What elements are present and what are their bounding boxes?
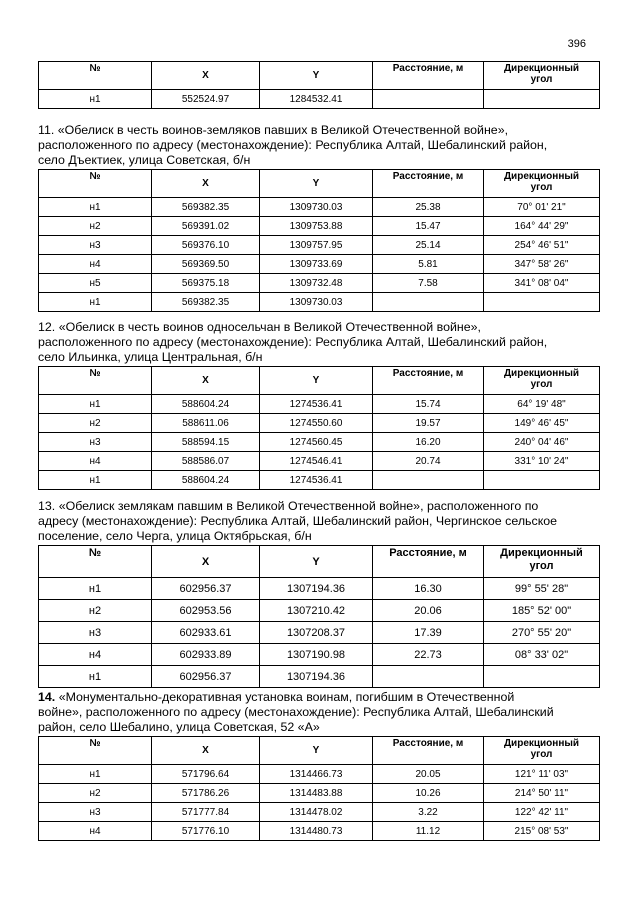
distance-cell: 25.14 [373, 236, 484, 255]
y-cell: 1314480.73 [260, 822, 373, 841]
angle-cell: 08° 33' 02" [484, 644, 600, 666]
table-header-row [39, 367, 600, 395]
angle-cell: 121° 11' 03" [484, 765, 600, 784]
y-cell: 1314478.02 [260, 803, 373, 822]
x-cell: 588604.24 [152, 471, 260, 490]
heading-line-2: расположенного по адресу (местонахождение): Республика Алтай, Шебалинский район, [38, 335, 548, 349]
distance-cell: 20.06 [373, 600, 484, 622]
angle-cell: 254° 46' 51" [484, 236, 600, 255]
table-row [39, 765, 600, 784]
table-row [39, 822, 600, 841]
header-direction-line-1: Дирекционный [503, 368, 580, 379]
table-row [39, 644, 600, 666]
header-direction-line-1: Дирекционный [503, 63, 580, 74]
point-cell: н1 [39, 765, 152, 784]
heading-line-2: адресу (местонахождение): Республика Алтай, Шебалинский район, Чергинское сельское [38, 514, 558, 528]
table-header-row [39, 546, 600, 578]
point-cell: н1 [39, 198, 152, 217]
section-heading [38, 123, 599, 168]
table-block-continuation [38, 60, 599, 109]
table-row [39, 452, 600, 471]
heading-line-2: расположенного по адресу (местонахождение): Республика Алтай, Шебалинский район, [38, 138, 548, 152]
header-x: X [152, 737, 260, 765]
angle-cell: 347° 58' 26" [484, 255, 600, 274]
distance-cell: 16.30 [373, 578, 484, 600]
coordinates-table [38, 169, 600, 312]
table-row [39, 274, 600, 293]
header-distance: Расстояние, м [373, 546, 484, 578]
x-cell: 571796.64 [152, 765, 260, 784]
section-14 [38, 690, 599, 841]
x-cell: 588586.07 [152, 452, 260, 471]
section-heading [38, 499, 599, 544]
header-number: № [39, 62, 152, 90]
table-row [39, 255, 600, 274]
angle-cell: 214° 50' 11" [484, 784, 600, 803]
x-cell: 569382.35 [152, 293, 260, 312]
angle-cell [484, 293, 600, 312]
table-row [39, 90, 600, 109]
angle-cell: 122° 42' 11" [484, 803, 600, 822]
table-row [39, 803, 600, 822]
distance-cell: 25.38 [373, 198, 484, 217]
header-x: X [152, 62, 260, 90]
table-row [39, 622, 600, 644]
y-cell: 1274550.60 [260, 414, 373, 433]
heading-line-3: район, село Шебалино, улица Советская, 52 «А» [38, 720, 320, 734]
distance-cell [373, 471, 484, 490]
y-cell: 1314466.73 [260, 765, 373, 784]
x-cell: 571776.10 [152, 822, 260, 841]
x-cell: 569391.02 [152, 217, 260, 236]
heading-line-3: село Ильинка, улица Центральная, б/н [38, 350, 263, 364]
y-cell: 1309730.03 [260, 198, 373, 217]
y-cell: 1309753.88 [260, 217, 373, 236]
distance-cell: 3.22 [373, 803, 484, 822]
header-x: X [152, 546, 260, 578]
heading-line-2: войне», расположенного по адресу (местонахождение): Республика Алтай, Шебалинский [38, 705, 554, 719]
section-heading [38, 320, 599, 365]
angle-cell: 215° 08' 53" [484, 822, 600, 841]
angle-cell [484, 90, 600, 109]
distance-cell: 10.26 [373, 784, 484, 803]
distance-cell: 20.05 [373, 765, 484, 784]
point-cell: н1 [39, 293, 152, 312]
header-direction-line-2: угол [530, 74, 553, 85]
point-cell: н3 [39, 236, 152, 255]
y-cell: 1309732.48 [260, 274, 373, 293]
point-cell: н3 [39, 433, 152, 452]
table-header-row [39, 170, 600, 198]
header-direction-line-1: Дирекционный [503, 171, 580, 182]
x-cell: 588611.06 [152, 414, 260, 433]
angle-cell: 99° 55' 28" [484, 578, 600, 600]
section-number: 14. [38, 690, 56, 704]
y-cell: 1309730.03 [260, 293, 373, 312]
header-direction-angle [484, 367, 600, 395]
distance-cell: 19.57 [373, 414, 484, 433]
table-row [39, 784, 600, 803]
x-cell: 588594.15 [152, 433, 260, 452]
header-direction-line-2: угол [530, 379, 553, 390]
point-cell: н3 [39, 622, 152, 644]
section-number: 11. [38, 123, 55, 137]
header-x: X [152, 367, 260, 395]
angle-cell: 270° 55' 20" [484, 622, 600, 644]
x-cell: 569376.10 [152, 236, 260, 255]
angle-cell: 341° 08' 04" [484, 274, 600, 293]
x-cell: 588604.24 [152, 395, 260, 414]
header-direction-line-2: угол [530, 749, 553, 760]
table-row [39, 578, 600, 600]
coordinates-table [38, 736, 600, 841]
x-cell: 602956.37 [152, 666, 260, 688]
point-cell: н1 [39, 395, 152, 414]
x-cell: 602933.89 [152, 644, 260, 666]
header-distance: Расстояние, м [373, 62, 484, 90]
table-row [39, 236, 600, 255]
section-11 [38, 123, 599, 312]
section-13 [38, 499, 599, 688]
point-cell: н4 [39, 452, 152, 471]
distance-cell [373, 90, 484, 109]
angle-cell [484, 471, 600, 490]
header-number: № [39, 737, 152, 765]
y-cell: 1307194.36 [260, 578, 373, 600]
heading-line-1: «Обелиск в честь воинов-земляков павших в Великой Отечественной войне», [57, 123, 509, 137]
x-cell: 602933.61 [152, 622, 260, 644]
y-cell: 1309733.69 [260, 255, 373, 274]
point-cell: н2 [39, 600, 152, 622]
header-distance: Расстояние, м [373, 367, 484, 395]
x-cell: 571777.84 [152, 803, 260, 822]
y-cell: 1274546.41 [260, 452, 373, 471]
heading-line-1: «Обелиск в честь воинов односельчан в Великой Отечественной войне», [58, 320, 481, 334]
y-cell: 1309757.95 [260, 236, 373, 255]
header-number: № [39, 170, 152, 198]
section-number: 12. [38, 320, 56, 334]
angle-cell: 64° 19' 48" [484, 395, 600, 414]
point-cell: н2 [39, 217, 152, 236]
table-row [39, 217, 600, 236]
coordinates-table [38, 61, 600, 109]
coordinates-table [38, 545, 600, 688]
header-number: № [39, 367, 152, 395]
table-header-row [39, 737, 600, 765]
angle-cell [484, 666, 600, 688]
header-y: Y [260, 170, 373, 198]
header-y: Y [260, 737, 373, 765]
header-direction-line-2: угол [530, 182, 553, 193]
header-y: Y [260, 367, 373, 395]
table-header-row [39, 62, 600, 90]
section-heading [38, 690, 599, 735]
table-row [39, 666, 600, 688]
angle-cell: 164° 44' 29" [484, 217, 600, 236]
coordinates-table [38, 366, 600, 490]
header-direction-angle [484, 546, 600, 578]
point-cell: н3 [39, 803, 152, 822]
page-number: 396 [567, 38, 586, 50]
distance-cell: 20.74 [373, 452, 484, 471]
point-cell: н4 [39, 255, 152, 274]
x-cell: 569375.18 [152, 274, 260, 293]
x-cell: 569382.35 [152, 198, 260, 217]
y-cell: 1274536.41 [260, 395, 373, 414]
angle-cell: 331° 10' 24" [484, 452, 600, 471]
header-y: Y [260, 546, 373, 578]
header-direction-line-2: угол [529, 560, 554, 572]
table-row [39, 414, 600, 433]
y-cell: 1307190.98 [260, 644, 373, 666]
point-cell: н1 [39, 578, 152, 600]
distance-cell: 15.47 [373, 217, 484, 236]
distance-cell: 11.12 [373, 822, 484, 841]
x-cell: 602953.56 [152, 600, 260, 622]
distance-cell: 16.20 [373, 433, 484, 452]
header-distance: Расстояние, м [373, 170, 484, 198]
y-cell: 1307194.36 [260, 666, 373, 688]
table-row [39, 433, 600, 452]
angle-cell: 240° 04' 46" [484, 433, 600, 452]
y-cell: 1307210.42 [260, 600, 373, 622]
angle-cell: 185° 52' 00" [484, 600, 600, 622]
header-direction-line-1: Дирекционный [503, 738, 580, 749]
y-cell: 1314483.88 [260, 784, 373, 803]
distance-cell: 15.74 [373, 395, 484, 414]
point-cell: н1 [39, 471, 152, 490]
header-direction-line-1: Дирекционный [500, 547, 583, 559]
section-12 [38, 320, 599, 490]
point-cell: н4 [39, 822, 152, 841]
section-number: 13. [38, 499, 56, 513]
header-y: Y [260, 62, 373, 90]
point-cell: н2 [39, 414, 152, 433]
header-direction-angle [484, 737, 600, 765]
header-number: № [39, 546, 152, 578]
x-cell: 552524.97 [152, 90, 260, 109]
point-cell: н5 [39, 274, 152, 293]
distance-cell: 5.81 [373, 255, 484, 274]
angle-cell: 70° 01' 21" [484, 198, 600, 217]
table-row [39, 600, 600, 622]
x-cell: 571786.26 [152, 784, 260, 803]
point-cell: н1 [39, 90, 152, 109]
heading-line-3: поселение, село Черга, улица Октябрьская, б/н [38, 529, 312, 543]
x-cell: 602956.37 [152, 578, 260, 600]
heading-line-3: село Дъектиек, улица Советская, б/н [38, 153, 251, 167]
header-distance: Расстояние, м [373, 737, 484, 765]
y-cell: 1274536.41 [260, 471, 373, 490]
distance-cell: 7.58 [373, 274, 484, 293]
header-x: X [152, 170, 260, 198]
y-cell: 1307208.37 [260, 622, 373, 644]
distance-cell: 22.73 [373, 644, 484, 666]
table-row [39, 198, 600, 217]
header-direction-angle [484, 62, 600, 90]
heading-line-1: «Монументально-декоративная установка воинам, погибшим в Отечественной [58, 690, 515, 704]
table-row [39, 395, 600, 414]
heading-line-1: «Обелиск землякам павшим в Великой Отечественной войне», расположенного по [58, 499, 539, 513]
table-row [39, 471, 600, 490]
angle-cell: 149° 46' 45" [484, 414, 600, 433]
point-cell: н4 [39, 644, 152, 666]
point-cell: н2 [39, 784, 152, 803]
y-cell: 1274560.45 [260, 433, 373, 452]
distance-cell [373, 293, 484, 312]
x-cell: 569369.50 [152, 255, 260, 274]
header-direction-angle [484, 170, 600, 198]
distance-cell [373, 666, 484, 688]
distance-cell: 17.39 [373, 622, 484, 644]
point-cell: н1 [39, 666, 152, 688]
y-cell: 1284532.41 [260, 90, 373, 109]
table-row [39, 293, 600, 312]
